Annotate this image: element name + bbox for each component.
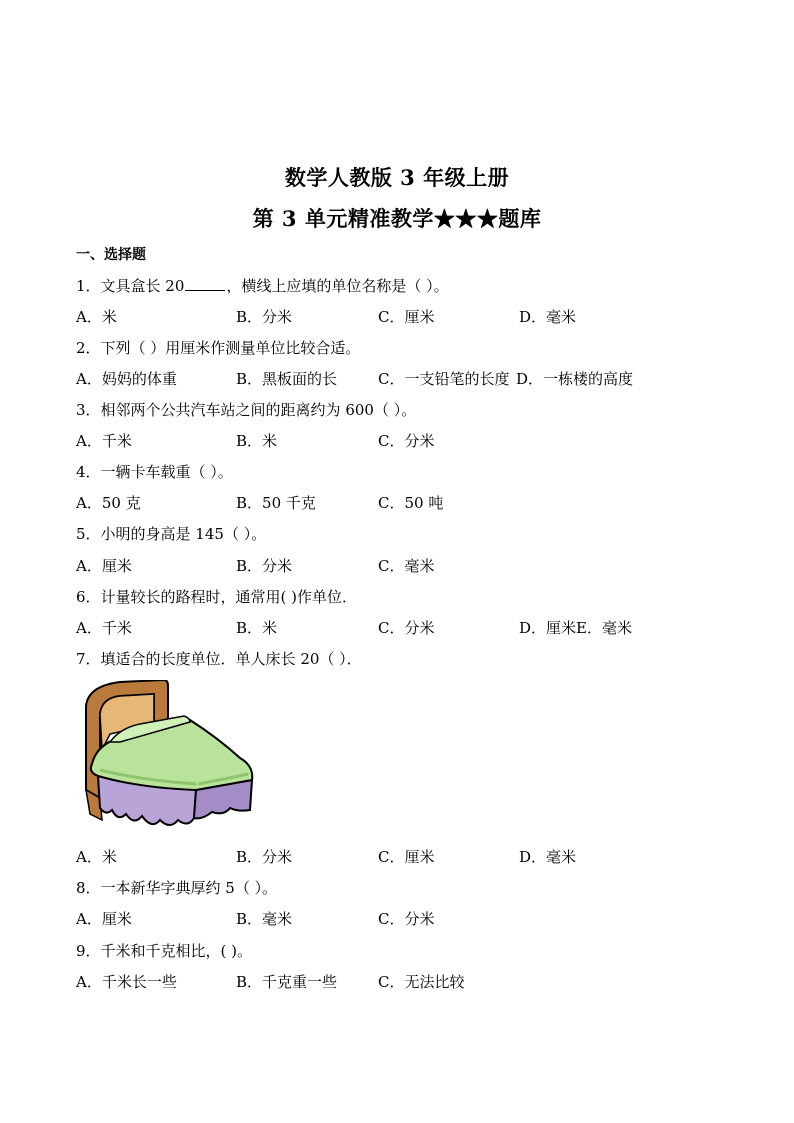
option[interactable]: C．分米	[378, 432, 435, 450]
section-heading: 一、选择题	[76, 247, 146, 263]
option[interactable]: A．厘米	[76, 557, 132, 575]
question-1-options	[76, 307, 776, 327]
question-5-stem: 5．小明的身高是 145（ ）。	[76, 525, 267, 543]
answer-blank	[185, 276, 225, 291]
option[interactable]: B．分米	[236, 557, 293, 575]
option[interactable]: B．米	[236, 432, 278, 450]
option[interactable]: B．毫米	[236, 910, 293, 928]
question-2-options	[76, 369, 776, 389]
option[interactable]: C．分米	[378, 619, 435, 637]
option[interactable]: A．千米	[76, 432, 132, 450]
question-2-stem: 2．下列（ ）用厘米作测量单位比较合适。	[76, 339, 361, 357]
question-7-stem: 7．填适合的长度单位．单人床长 20（ ）．	[76, 650, 362, 668]
question-8-stem: 8．一本新华字典厚约 5（ ）。	[76, 879, 278, 897]
question-3-options	[76, 431, 776, 451]
document-subtitle: 第 3 单元精准教学★★★题库	[252, 206, 542, 231]
option[interactable]: B．黑板面的长	[236, 370, 338, 388]
option[interactable]: D．一栋楼的高度	[516, 370, 634, 388]
option[interactable]: C．无法比较	[378, 973, 465, 991]
option[interactable]: A．米	[76, 848, 117, 866]
option[interactable]: D．毫米	[519, 308, 577, 326]
option[interactable]: A．50 克	[76, 494, 141, 512]
question-6-options	[76, 618, 776, 638]
bed-illustration	[80, 680, 258, 832]
question-3-stem: 3．相邻两个公共汽车站之间的距离约为 600（ ）。	[76, 401, 417, 419]
option[interactable]: B．分米	[236, 848, 293, 866]
option[interactable]: D．毫米	[519, 848, 577, 866]
option[interactable]: C．厘米	[378, 308, 435, 326]
option[interactable]: C．厘米	[378, 848, 435, 866]
option[interactable]: A．千米长一些	[76, 973, 177, 991]
option[interactable]: C．一支铅笔的长度	[378, 370, 510, 388]
option[interactable]: B．米	[236, 619, 278, 637]
question-1-stem: 1．文具盒长 20 ，横线上应填的单位名称是（ ）。	[76, 277, 449, 295]
option[interactable]: C．50 吨	[378, 494, 444, 512]
option[interactable]: B．50 千克	[236, 494, 316, 512]
question-9-options	[76, 972, 776, 992]
question-8-options	[76, 909, 776, 929]
document-title: 数学人教版 3 年级上册	[284, 165, 510, 190]
question-7-options	[76, 847, 776, 867]
option[interactable]: B．千克重一些	[236, 973, 338, 991]
option[interactable]: A．厘米	[76, 910, 132, 928]
question-6-stem: 6．计量较长的路程时，通常用( )作单位．	[76, 588, 358, 606]
question-9-stem: 9．千米和千克相比，( )。	[76, 942, 253, 960]
option[interactable]: A．千米	[76, 619, 132, 637]
option[interactable]: B．分米	[236, 308, 293, 326]
option[interactable]: D．厘米E．毫米	[519, 619, 632, 637]
question-4-stem: 4．一辆卡车载重（ ）。	[76, 463, 233, 481]
option[interactable]: A．妈妈的体重	[76, 370, 177, 388]
option[interactable]: C．毫米	[378, 557, 435, 575]
option[interactable]: C．分米	[378, 910, 435, 928]
question-5-options	[76, 556, 776, 576]
option[interactable]: A．米	[76, 308, 117, 326]
question-4-options	[76, 493, 776, 513]
